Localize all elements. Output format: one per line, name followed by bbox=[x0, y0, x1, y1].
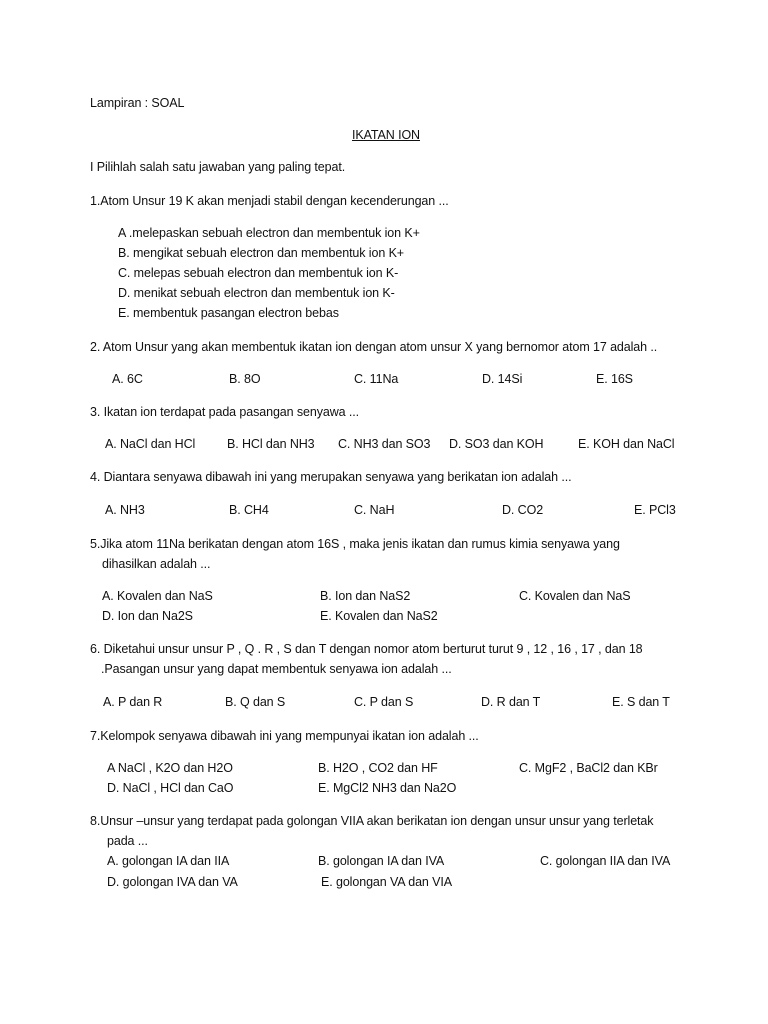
lampiran-label: Lampiran : SOAL bbox=[90, 96, 185, 110]
q1-option-b: B. mengikat sebuah electron dan membentuk ion K+ bbox=[118, 246, 405, 260]
q1-option-a: A .melepaskan sebuah electron dan membentuk ion K+ bbox=[118, 226, 420, 240]
question-3-text: 3. Ikatan ion terdapat pada pasangan senyawa ... bbox=[90, 405, 360, 419]
q2-option-a: A. 6C bbox=[112, 372, 143, 386]
q5-option-e: E. Kovalen dan NaS2 bbox=[320, 609, 438, 623]
question-4-text: 4. Diantara senyawa dibawah ini yang merupakan senyawa yang berikatan ion adalah ... bbox=[90, 470, 572, 484]
q2-option-b: B. 8O bbox=[229, 372, 261, 386]
q6-option-e: E. S dan T bbox=[612, 695, 670, 709]
question-6-text: 6. Diketahui unsur unsur P , Q . R , S dan T dengan nomor atom berturut turut 9 , 12 , 16 , 17 , dan 18 bbox=[90, 642, 643, 656]
q7-option-b: B. H2O , CO2 dan HF bbox=[318, 761, 438, 775]
q6-option-a: A. P dan R bbox=[103, 695, 163, 709]
q4-option-d: D. CO2 bbox=[502, 503, 544, 517]
q6-option-b: B. Q dan S bbox=[225, 695, 286, 709]
q8-option-a: A. golongan IA dan IIA bbox=[107, 854, 230, 868]
q8-option-b: B. golongan IA dan IVA bbox=[318, 854, 445, 868]
q4-option-e: E. PCl3 bbox=[634, 503, 676, 517]
question-7-text: 7.Kelompok senyawa dibawah ini yang mempunyai ikatan ion adalah ... bbox=[90, 729, 479, 743]
question-6-text-cont: .Pasangan unsur yang dapat membentuk senyawa ion adalah ... bbox=[101, 662, 452, 676]
question-1-text: 1.Atom Unsur 19 K akan menjadi stabil dengan kecenderungan ... bbox=[90, 194, 449, 208]
q2-option-c: C. 11Na bbox=[354, 372, 399, 386]
question-8-text-cont: pada ... bbox=[107, 834, 148, 848]
q1-option-d: D. menikat sebuah electron dan membentuk ion K- bbox=[118, 286, 395, 300]
q1-option-e: E. membentuk pasangan electron bebas bbox=[118, 306, 339, 320]
instruction: I Pilihlah salah satu jawaban yang paling tepat. bbox=[90, 160, 346, 174]
q8-option-d: D. golongan IVA dan VA bbox=[107, 875, 238, 889]
question-2-text: 2. Atom Unsur yang akan membentuk ikatan ion dengan atom unsur X yang bernomor atom 17 adalah .. bbox=[90, 340, 658, 354]
q5-option-c: C. Kovalen dan NaS bbox=[519, 589, 631, 603]
question-5-text: 5.Jika atom 11Na berikatan dengan atom 16S , maka jenis ikatan dan rumus kimia senyawa yang bbox=[90, 537, 620, 551]
q4-option-b: B. CH4 bbox=[229, 503, 269, 517]
q6-option-c: C. P dan S bbox=[354, 695, 414, 709]
q7-option-a: A NaCl , K2O dan H2O bbox=[107, 761, 233, 775]
question-8-text: 8.Unsur –unsur yang terdapat pada golongan VIIA akan berikatan ion dengan unsur unsur yang terletak bbox=[90, 814, 654, 828]
q7-option-e: E. MgCl2 NH3 dan Na2O bbox=[318, 781, 457, 795]
q4-option-c: C. NaH bbox=[354, 503, 395, 517]
q7-option-d: D. NaCl , HCl dan CaO bbox=[107, 781, 234, 795]
q3-option-e: E. KOH dan NaCl bbox=[578, 437, 675, 451]
q5-option-b: B. Ion dan NaS2 bbox=[320, 589, 411, 603]
q3-option-c: C. NH3 dan SO3 bbox=[338, 437, 431, 451]
q2-option-d: D. 14Si bbox=[482, 372, 523, 386]
q8-option-c: C. golongan IIA dan IVA bbox=[540, 854, 671, 868]
question-5-text-cont: dihasilkan adalah ... bbox=[102, 557, 211, 571]
q7-option-c: C. MgF2 , BaCl2 dan KBr bbox=[519, 761, 658, 775]
q2-option-e: E. 16S bbox=[596, 372, 633, 386]
q1-option-c: C. melepas sebuah electron dan membentuk ion K- bbox=[118, 266, 399, 280]
q4-option-a: A. NH3 bbox=[105, 503, 145, 517]
q8-option-e: E. golongan VA dan VIA bbox=[321, 875, 453, 889]
q3-option-d: D. SO3 dan KOH bbox=[449, 437, 544, 451]
q3-option-a: A. NaCl dan HCl bbox=[105, 437, 196, 451]
q3-option-b: B. HCl dan NH3 bbox=[227, 437, 315, 451]
q5-option-d: D. Ion dan Na2S bbox=[102, 609, 193, 623]
q6-option-d: D. R dan T bbox=[481, 695, 541, 709]
page-title: IKATAN ION bbox=[352, 128, 420, 142]
q5-option-a: A. Kovalen dan NaS bbox=[102, 589, 213, 603]
